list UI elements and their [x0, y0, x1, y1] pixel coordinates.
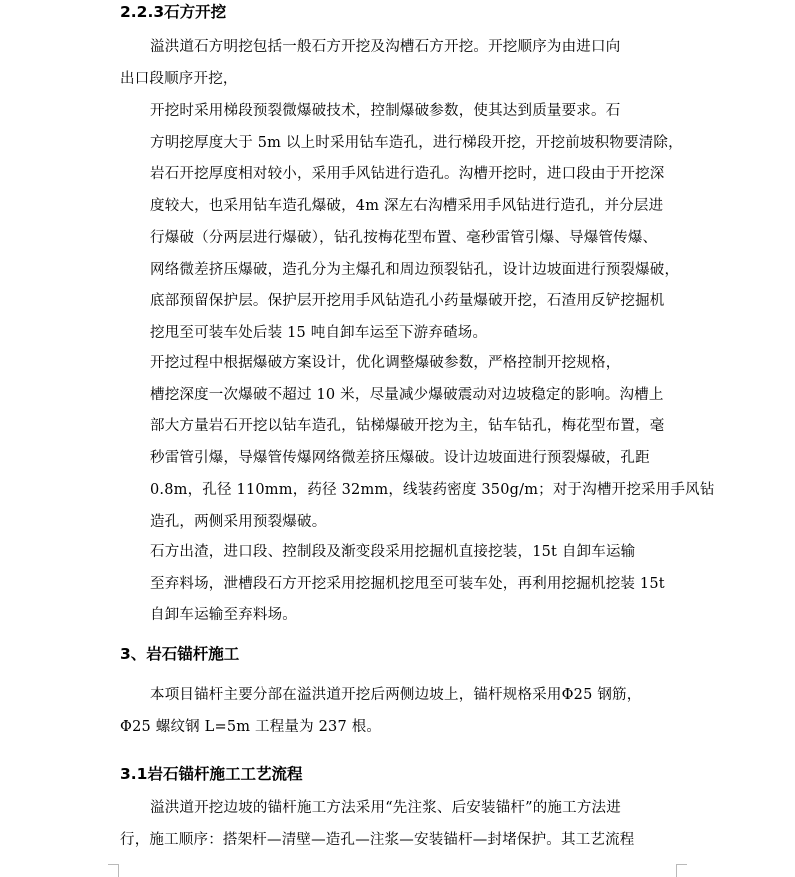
text-line: Φ25 螺纹钢 L=5m 工程量为 237 根。	[120, 718, 382, 735]
paragraph-blasting-control	[120, 348, 715, 538]
text-line: 方明挖厚度大于 5m 以上时采用钻车造孔，进行梯段开挖，开挖前坡积物要清除，	[150, 134, 683, 151]
section-heading-2-2-3: 2.2.3石方开挖	[120, 3, 227, 21]
paragraph-anchor-scope	[120, 680, 676, 743]
text-line: 槽挖深度一次爆破不超过 10 米，尽量减少爆破震动对边坡稳定的影响。沟槽上	[150, 386, 664, 403]
text-line: 至弃料场，泄槽段石方开挖采用挖掘机挖甩至可装车处，再利用挖掘机挖装 15t	[150, 575, 665, 592]
text-line: 0.8m，孔径 110mm，药径 32mm，线装药密度 350g/m；对于沟槽开挖采用手风钻	[150, 481, 715, 498]
text-line: 秒雷管引爆，导爆管传爆网络微差挤压爆破。设计边坡面进行预裂爆破，孔距	[150, 450, 650, 467]
paragraph-anchor-process	[120, 793, 676, 856]
text-line: 自卸车运输至弃料场。	[150, 607, 297, 624]
text-line: 造孔，两侧采用预裂爆破。	[150, 513, 327, 530]
text-line: 溢洪道石方明挖包括一般石方开挖及沟槽石方开挖。开挖顺序为由进口向	[150, 39, 621, 55]
text-line: 行爆破（分两层进行爆破），钻孔按梅花型布置、毫秒雷管引爆、导爆管传爆、	[150, 229, 658, 246]
text-line: 挖甩至可装车处后装 15 吨自卸车运至下游弃碴场。	[150, 324, 488, 341]
text-line: 度较大，也采用钻车造孔爆破，4m 深左右沟槽采用手风钻进行造孔，并分层进	[150, 198, 664, 215]
paragraph-excavation-scope	[120, 32, 676, 95]
paragraph-blasting-method	[120, 96, 683, 350]
text-line: 出口段顺序开挖，	[120, 70, 238, 87]
page-margin-marker-left	[108, 864, 119, 877]
section-heading-3: 3、岩石锚杆施工	[120, 645, 240, 663]
text-line: 开挖过程中根据爆破方案设计，优化调整爆破参数，严格控制开挖规格，	[150, 355, 621, 371]
text-line: 部大方量岩石开挖以钻车造孔，钻梯爆破开挖为主，钻车钻孔，梅花型布置，毫	[150, 418, 665, 435]
text-line: 溢洪道开挖边坡的锚杆施工方法采用“先注浆、后安装锚杆”的施工方法进	[150, 800, 621, 816]
text-line: 开挖时采用梯段预裂微爆破技术，控制爆破参数，使其达到质量要求。石	[150, 103, 621, 119]
section-heading-3-1: 3.1岩石锚杆施工工艺流程	[120, 765, 303, 783]
text-line: 本项目锚杆主要分部在溢洪道开挖后两侧边坡上，锚杆规格采用Φ25 钢筋，	[150, 687, 642, 703]
text-line: 岩石开挖厚度相对较小，采用手风钻进行造孔。沟槽开挖时，进口段由于开挖深	[150, 166, 665, 183]
text-line: 网络微差挤压爆破，造孔分为主爆孔和周边预裂钻孔，设计边坡面进行预裂爆破，	[150, 261, 680, 278]
text-line: 石方出渣，进口段、控制段及渐变段采用挖掘机直接挖装，15t 自卸车运输	[150, 544, 636, 560]
page-margin-marker-right	[676, 864, 687, 877]
text-line: 行，施工顺序：搭架杆—清壁—造孔—注浆—安装锚杆—封堵保护。其工艺流程	[120, 831, 635, 848]
text-line: 底部预留保护层。保护层开挖用手风钻造孔小药量爆破开挖，石渣用反铲挖掘机	[150, 293, 665, 310]
paragraph-muck-removal	[120, 537, 676, 632]
